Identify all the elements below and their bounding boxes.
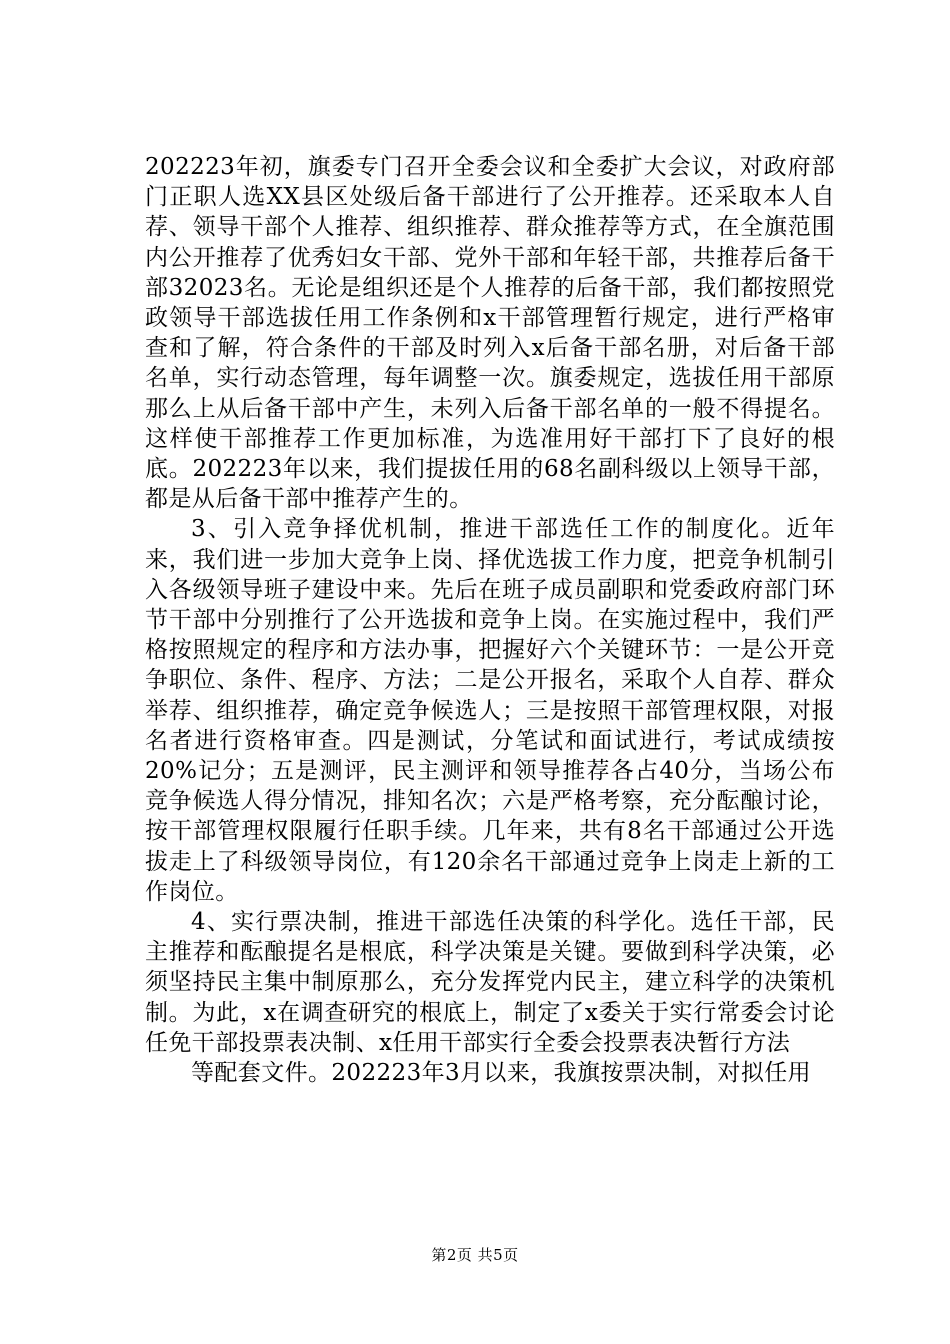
document-body [145, 152, 835, 1088]
page-footer: 第2页 共5页 [431, 1246, 519, 1264]
paragraph-p2: 3、引入竞争择优机制，推进干部选任工作的制度化。近年来，我们进一步加大竞争上岗、择优选拔工作力度，把竞争机制引入各级领导班子建设中来。先后在班子成员副职和党委政府部门环节干部中分别推行了公开选拔和竞争上岗。在实施过程中，我们严格按照规定的程序和方法办事，把握好六个关键环节：一是公开竞争职位、条件、程序、方法；二是公开报名，采取个人自荐、群众举荐、组织推荐，确定竞争候选人；三是按照干部管理权限，对报名者进行资格审查。四是测试，分笔试和面试进行，考试成绩按20%记分；五是测评，民主测评和领导推荐各占40分，当场公布竞争候选人得分情况，排知名次；六是严格考察，充分酝酿讨论，按干部管理权限履行任职手续。几年来，共有8名干部通过公开选拔走上了科级领导岗位，有120余名干部通过竞争上岗走上新的工作岗位。 [145, 516, 835, 905]
paragraph-p3: 4、实行票决制，推进干部选任决策的科学化。选任干部，民主推荐和酝酿提名是根底，科学决策是关键。要做到科学决策，必须坚持民主集中制原那么，充分发挥党内民主，建立科学的决策机制。为此，x在调查研究的根底上，制定了x委关于实行常委会讨论任免干部投票表决制、x任用干部实行全委会投票表决暂行方法 [145, 909, 835, 1056]
paragraph-p1: 202223年初，旗委专门召开全委会议和全委扩大会议，对政府部门正职人选XX县区处级后备干部进行了公开推荐。还采取本人自荐、领导干部个人推荐、组织推荐、群众推荐等方式，在全旗范围内公开推荐了优秀妇女干部、党外干部和年轻干部，共推荐后备干部32023名。无论是组织还是个人推荐的后备干部，我们都按照党政领导干部选拔任用工作条例和x干部管理暂行规定，进行严格审查和了解，符合条件的干部及时列入x后备干部名册，对后备干部名单，实行动态管理，每年调整一次。旗委规定，选拔任用干部原那么上从后备干部中产生，未列入后备干部名单的一般不得提名。这样使干部推荐工作更加标准，为选准用好干部打下了良好的根底。202223年以来，我们提拔任用的68名副科级以上领导干部，都是从后备干部中推荐产生的。 [145, 154, 835, 513]
paragraph-p4: 等配套文件。202223年3月以来，我旗按票决制，对拟任用 [191, 1060, 812, 1087]
